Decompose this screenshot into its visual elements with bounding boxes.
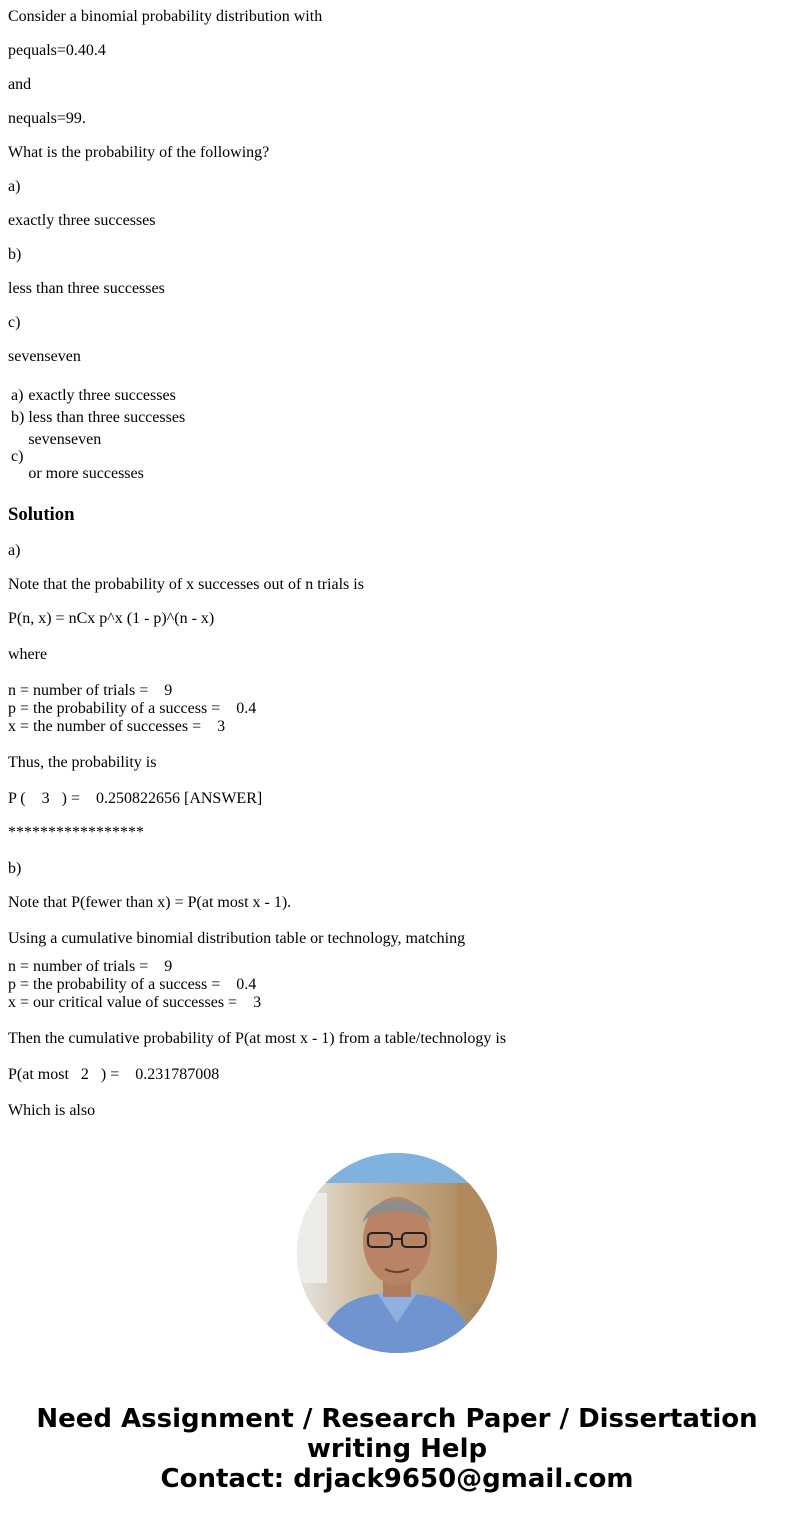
solution-where: where (8, 646, 48, 663)
solution-formula: P(n, x) = nCx p^x (1 - p)^(n - x) (8, 610, 215, 627)
footer-banner (0, 1404, 794, 1494)
solution-at-most: P(at most 2 ) = 0.231787008 (8, 1066, 220, 1083)
question-intro: Consider a binomial probability distribution with (8, 8, 323, 25)
solution-note1: Note that the probability of x successes out of n trials is (8, 576, 364, 593)
part-c-text (27, 430, 186, 484)
parts-table (8, 384, 188, 486)
question-and: and (8, 76, 32, 93)
solution-then: Then the cumulative probability of P(at most x - 1) from a table/technology is (8, 1030, 507, 1047)
table-row (10, 408, 186, 428)
solution-a-label: a) (8, 542, 21, 559)
footer-line1: Need Assignment / Research Paper / Dissertation (36, 1404, 758, 1434)
question-ask: What is the probability of the following? (8, 144, 270, 161)
question-a-text: exactly three successes (8, 212, 156, 229)
question-n-value: nequals=99. (8, 110, 86, 127)
question-a-label: a) (8, 178, 21, 195)
solution-separator: ***************** (8, 824, 144, 841)
solution-definitions-b: n = number of trials = 9 p = the probability of a success = 0.4 x = our critical value of successes = 3 (8, 958, 262, 1011)
question-p-value: pequals=0.40.4 (8, 42, 106, 59)
footer-contact: Contact: drjack9650@gmail.com (160, 1464, 634, 1494)
footer-line2: writing Help (306, 1434, 488, 1464)
solution-heading: Solution (8, 504, 75, 525)
part-b-label: b) (11, 409, 25, 426)
solution-definitions-a: n = number of trials = 9 p = the probability of a success = 0.4 x = the number of successes = 3 (8, 682, 257, 735)
avatar-portrait (297, 1153, 497, 1353)
part-c-text-line2: or more successes (28, 465, 144, 482)
part-a-text: exactly three successes (28, 387, 176, 404)
question-c-text: sevenseven (8, 348, 81, 365)
solution-answer-a: P ( 3 ) = 0.250822656 [ANSWER] (8, 790, 263, 807)
solution-thus: Thus, the probability is (8, 754, 157, 771)
question-b-text: less than three successes (8, 280, 165, 297)
solution-note2: Note that P(fewer than x) = P(at most x - 1). (8, 894, 292, 911)
part-a-label: a) (11, 387, 24, 404)
table-row (10, 430, 186, 484)
part-c-text-line1: sevenseven (28, 431, 102, 448)
part-c-label: c) (11, 448, 24, 465)
solution-using: Using a cumulative binomial distribution table or technology, matching (8, 930, 466, 947)
part-b-text: less than three successes (28, 409, 186, 426)
table-row (10, 386, 186, 406)
solution-which: Which is also (8, 1102, 96, 1119)
question-c-label: c) (8, 314, 21, 331)
question-b-label: b) (8, 246, 22, 263)
document-content (8, 0, 786, 1123)
solution-b-label: b) (8, 860, 22, 877)
avatar (297, 1153, 497, 1353)
